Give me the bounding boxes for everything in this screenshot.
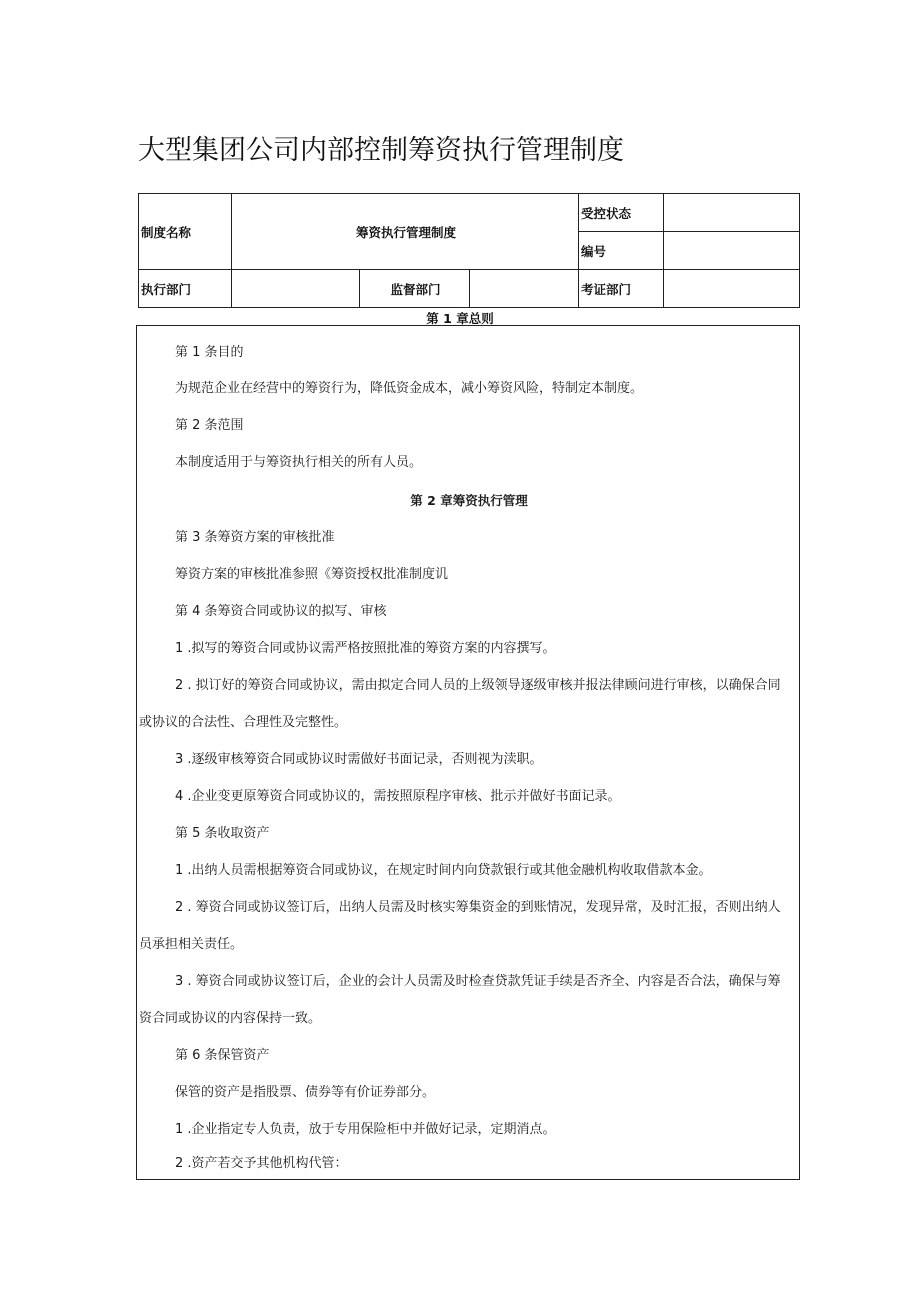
article-6-title: 第 6 条保管资产 xyxy=(175,1048,270,1063)
article-4-item-1: 1 .拟写的筹资合同或协议需严格按照批准的筹资方案的内容撰写。 xyxy=(175,641,556,656)
supervise-dept-label: 监督部门 xyxy=(360,270,470,308)
name-label: 制度名称 xyxy=(139,194,232,270)
number-label: 编号 xyxy=(579,232,664,270)
article-5-title: 第 5 条收取资产 xyxy=(175,826,270,841)
article-5-item-1: 1 .出纳人员需根据筹资合同或协议，在规定时间内向贷款银行或其他金融机构收取借款本金。 xyxy=(175,863,712,878)
article-1-text: 为规范企业在经营中的筹资行为，降低资金成本，减小筹资风险，特制定本制度。 xyxy=(175,381,644,396)
article-5-item-2-line-2: 员承担相关责任。 xyxy=(139,937,244,952)
name-value: 筹资执行管理制度 xyxy=(232,194,579,270)
chapter-2-heading: 第 2 章筹资执行管理 xyxy=(410,493,528,508)
number-value xyxy=(664,232,800,270)
document-title: 大型集团公司内部控制筹资执行管理制度 xyxy=(138,135,624,166)
verify-dept-label: 考证部门 xyxy=(579,270,664,308)
article-5-item-3-line-2: 资合同或协议的内容保持一致。 xyxy=(139,1011,322,1026)
control-status-label: 受控状态 xyxy=(579,194,664,232)
article-4-item-2-line-2: 或协议的合法性、合理性及完整性。 xyxy=(139,715,348,730)
article-1-title: 第 1 条目的 xyxy=(175,345,244,360)
article-3-text: 筹资方案的审核批准参照《筹资授权批准制度讥 xyxy=(175,567,449,582)
header-table xyxy=(138,193,800,308)
article-5-item-3-line-1: 3 . 筹资合同或协议签订后，企业的会计人员需及时检查贷款凭证手续是否齐全、内容是否合法，确保与筹 xyxy=(175,974,781,989)
verify-dept-value xyxy=(664,270,800,308)
article-4-item-3: 3 .逐级审核筹资合同或协议时需做好书面记录，否则视为渎职。 xyxy=(175,752,543,767)
article-6-item-2: 2 .资产若交予其他机构代管： xyxy=(175,1156,348,1171)
exec-dept-value xyxy=(232,270,360,308)
article-2-text: 本制度适用于与筹资执行相关的所有人员。 xyxy=(175,455,423,470)
control-status-value xyxy=(664,194,800,232)
article-3-title: 第 3 条筹资方案的审核批准 xyxy=(175,530,335,545)
body-content-box xyxy=(136,325,800,1180)
exec-dept-label: 执行部门 xyxy=(139,270,232,308)
article-2-title: 第 2 条范围 xyxy=(175,418,244,433)
article-4-title: 第 4 条筹资合同或协议的拟写、审核 xyxy=(175,604,387,619)
article-5-item-2-line-1: 2 . 筹资合同或协议签订后，出纳人员需及时核实筹集资金的到账情况，发现异常，及时汇报，否则出纳人 xyxy=(175,900,781,915)
article-4-item-2-line-1: 2 . 拟订好的筹资合同或协议，需由拟定合同人员的上级领导逐级审核并报法律顾问进行审核，以确保合同 xyxy=(175,678,781,693)
chapter-1-heading: 第 1 章总则 xyxy=(426,311,494,326)
supervise-dept-value xyxy=(470,270,579,308)
article-4-item-4: 4 .企业变更原筹资合同或协议的，需按照原程序审核、批示并做好书面记录。 xyxy=(175,789,621,804)
article-6-item-1: 1 .企业指定专人负责，放于专用保险柜中并做好记录，定期消点。 xyxy=(175,1122,556,1137)
article-6-text: 保管的资产是指股票、债券等有价证券部分。 xyxy=(175,1085,436,1100)
